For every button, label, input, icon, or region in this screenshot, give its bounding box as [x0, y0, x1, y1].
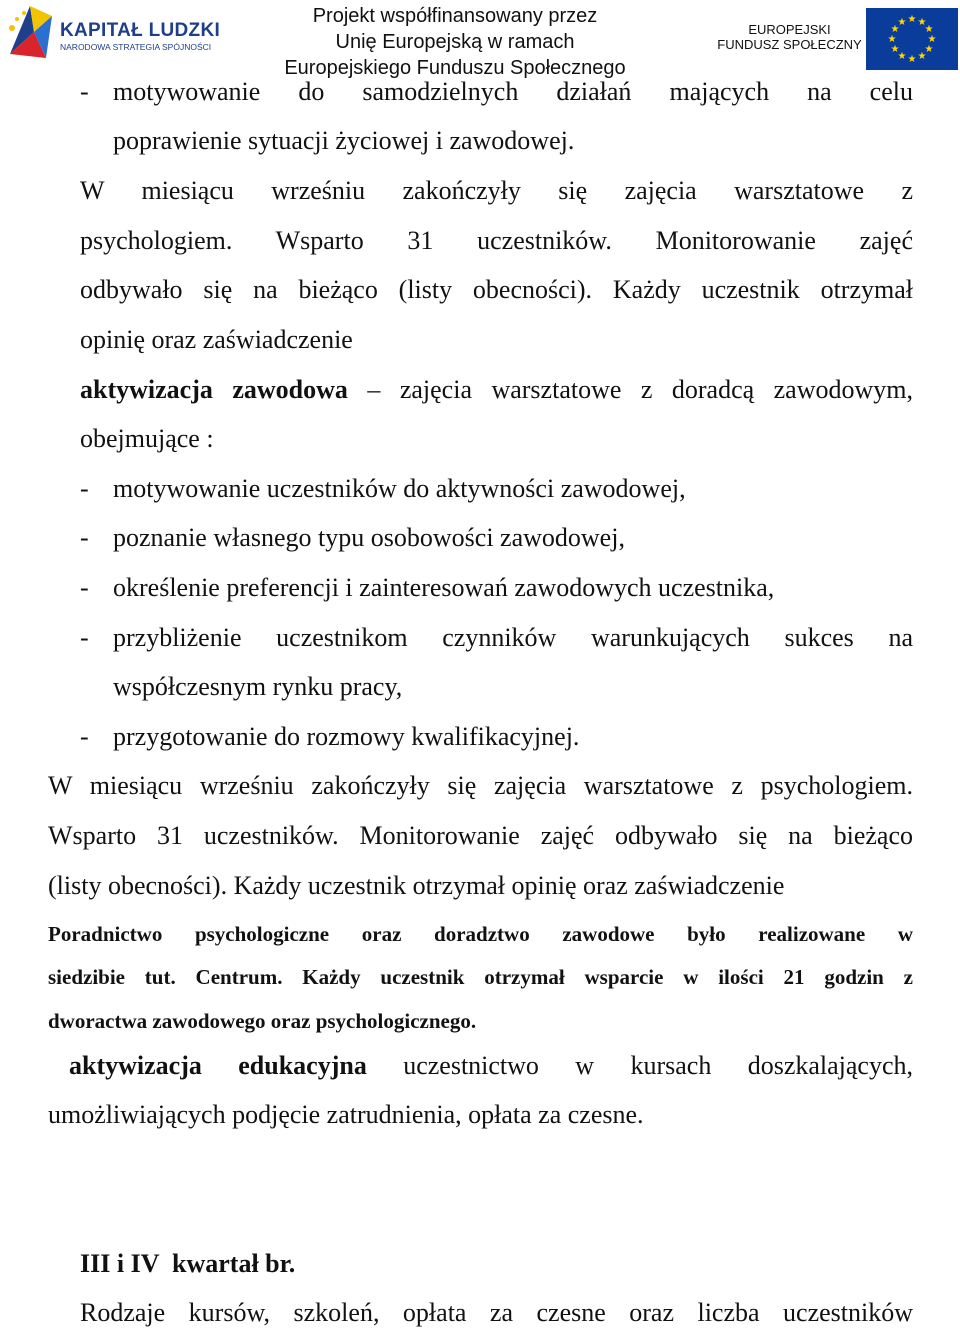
list-item-continuation: poprawienie sytuacji życiowej i zawodowej.	[113, 126, 575, 155]
eu-flag-icon	[866, 8, 958, 70]
svg-text:★: ★	[917, 17, 927, 28]
list-item: określenie preferencji i zainteresowań zawodowych uczestnika,	[113, 573, 775, 602]
list-item: przygotowanie do rozmowy kwalifikacyjnej.	[113, 722, 580, 751]
cofinancing-statement	[250, 3, 660, 81]
bold-paragraph-line: siedzibie tut. Centrum. Każdy uczestnik otrzymał wsparcie w ilości 21 godzin z	[48, 965, 913, 989]
paragraph-line: Rodzaje kursów, szkoleń, opłata za czesne oraz liczba uczestników	[80, 1298, 913, 1327]
dash-marker: -	[80, 722, 89, 751]
svg-text:★: ★	[897, 17, 907, 28]
kapital-ludzki-title: KAPITAŁ LUDZKI	[60, 20, 221, 41]
bold-paragraph-line: Poradnictwo psychologiczne oraz doradztwo zawodowe było realizowane w	[48, 922, 913, 946]
section-term: aktywizacja edukacyjna	[69, 1051, 367, 1080]
section-aktywizacja-zawodowa	[80, 375, 913, 405]
section-heading: III i IV kwartał br.	[80, 1249, 296, 1278]
svg-text:★: ★	[887, 34, 897, 45]
list-item: poznanie własnego typu osobowości zawodowej,	[113, 523, 625, 552]
cofinancing-line-1: Projekt współfinansowany przez	[312, 5, 598, 27]
paragraph-line: umożliwiających podjęcie zatrudnienia, opłata za czesne.	[48, 1100, 644, 1129]
paragraph-line: odbywało się na bieżąco (listy obecności). Każdy uczestnik otrzymał	[80, 275, 913, 304]
efs-label	[717, 22, 862, 52]
kapital-ludzki-logo-icon	[2, 2, 58, 62]
dash-marker: -	[80, 474, 89, 503]
svg-text:★: ★	[890, 24, 900, 35]
list-item: motywowanie uczestników do aktywności zawodowej,	[113, 474, 686, 503]
svg-text:★: ★	[897, 51, 907, 62]
paragraph-line: opinię oraz zaświadczenie	[80, 325, 353, 354]
paragraph-line: psychologiem. Wsparto 31 uczestników. Monitorowanie zajęć	[80, 226, 913, 255]
svg-text:★: ★	[890, 44, 900, 55]
cofinancing-line-3: Europejskiego Funduszu Społecznego	[284, 57, 626, 79]
section-term: aktywizacja zawodowa	[80, 375, 348, 404]
section-aktywizacja-edukacyjna	[69, 1051, 913, 1081]
paragraph-line: Wsparto 31 uczestników. Monitorowanie zajęć odbywało się na bieżąco	[48, 821, 913, 850]
list-item-continuation: współczesnym rynku pracy,	[113, 672, 403, 701]
svg-text:★: ★	[917, 51, 927, 62]
svg-text:★: ★	[907, 14, 917, 25]
cofinancing-line-2: Unię Europejską w ramach	[335, 31, 575, 53]
kapital-ludzki-subtitle: NARODOWA STRATEGIA SPÓJNOŚCI	[60, 42, 212, 52]
list-item: przybliżenie uczestnikom czynników warunkujących sukces na	[113, 623, 913, 652]
paragraph-line: obejmujące :	[80, 424, 214, 453]
paragraph-line: (listy obecności). Każdy uczestnik otrzymał opinię oraz zaświadczenie	[48, 871, 785, 900]
efs-line-1: EUROPEJSKI	[748, 22, 831, 37]
svg-text:★: ★	[927, 34, 937, 45]
page-header	[0, 0, 960, 78]
svg-text:★: ★	[907, 54, 917, 65]
svg-text:★: ★	[924, 44, 934, 55]
list-item: motywowanie do samodzielnych działań mających na celu	[113, 77, 913, 106]
dash-marker: -	[80, 523, 89, 552]
svg-text:★: ★	[924, 24, 934, 35]
section-description: uczestnictwo w kursach doszkalających,	[366, 1051, 914, 1080]
dash-marker: -	[80, 77, 89, 106]
efs-line-2: FUNDUSZ SPOŁECZNY	[717, 37, 862, 52]
section-description: – zajęcia warsztatowe z doradcą zawodowym,	[347, 375, 913, 404]
paragraph-line: W miesiącu wrześniu zakończyły się zajęcia warsztatowe z psychologiem.	[48, 771, 913, 800]
dash-marker: -	[80, 623, 89, 652]
bold-paragraph-line: dworactwa zawodowego oraz psychologicznego.	[48, 1009, 477, 1033]
dash-marker: -	[80, 573, 89, 602]
paragraph-line: W miesiącu wrześniu zakończyły się zajęcia warsztatowe z	[80, 176, 913, 205]
